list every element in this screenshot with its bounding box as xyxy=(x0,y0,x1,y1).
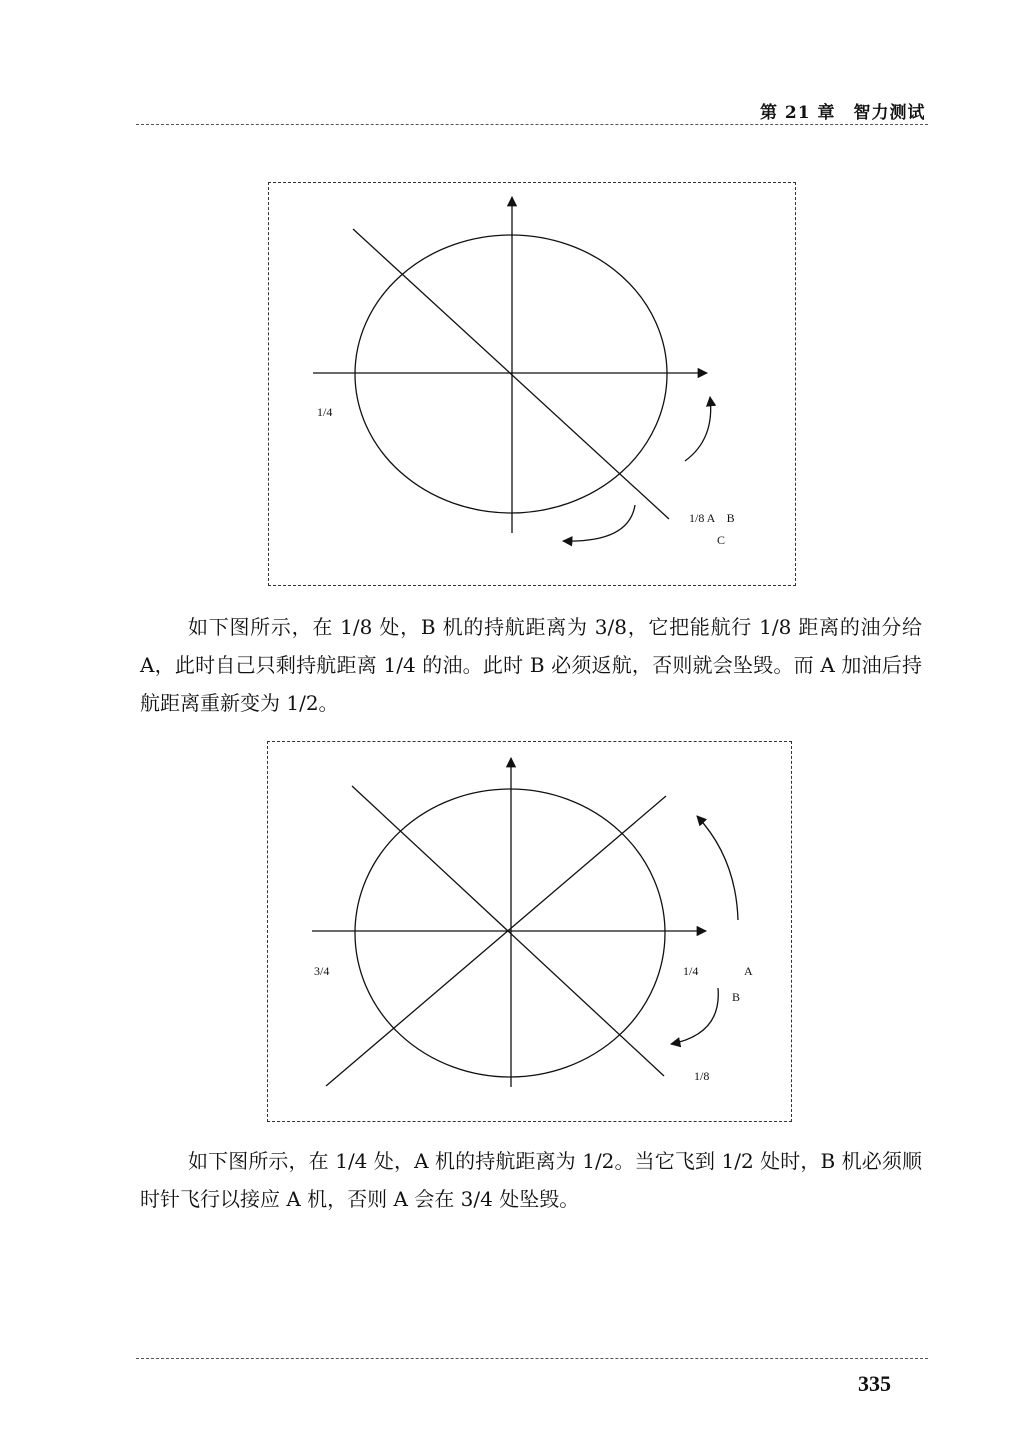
label-one-quarter: 1/4 xyxy=(683,964,699,978)
paragraph-2: 如下图所示，在 1/4 处，A 机的持航距离为 1/2。当它飞到 1/2 处时，B 机必须顺时针飞行以接应 A 机，否则 A 会在 3/4 处坠毁。 xyxy=(140,1149,922,1211)
curved-arrow-down xyxy=(563,505,635,541)
diagonal-line-2 xyxy=(326,796,666,1086)
label-one-quarter: 1/4 xyxy=(317,405,333,419)
chapter-header: 第 21 章 智力测试 xyxy=(760,103,926,123)
diagonal-line xyxy=(353,229,669,519)
header-rule xyxy=(136,124,928,125)
label-a: A xyxy=(744,964,753,978)
label-c: C xyxy=(717,533,726,547)
diagram-2 xyxy=(267,741,792,1122)
curved-arrow-up xyxy=(685,397,711,461)
footer-rule xyxy=(136,1358,928,1359)
label-one-eighth-ab: 1/8 A B xyxy=(689,511,735,525)
label-one-eighth: 1/8 xyxy=(694,1069,710,1083)
curved-arrow-down xyxy=(671,988,718,1044)
diagram-1-drawing xyxy=(269,183,797,587)
paragraph-1: 如下图所示，在 1/8 处，B 机的持航距离为 3/8，它把能航行 1/8 距离的油分给 A，此时自己只剩持航距离 1/4 的油。此时 B 必须返航，否则就会坠毁。而 A 加油后持航距离重新变为 1/2。 xyxy=(140,615,922,715)
diagram-2-drawing xyxy=(268,742,793,1123)
label-b: B xyxy=(732,990,741,1004)
label-three-quarters: 3/4 xyxy=(314,964,330,978)
curved-arrow-up xyxy=(697,816,738,920)
diagram-1 xyxy=(268,182,796,586)
page-number: 335 xyxy=(858,1371,891,1396)
